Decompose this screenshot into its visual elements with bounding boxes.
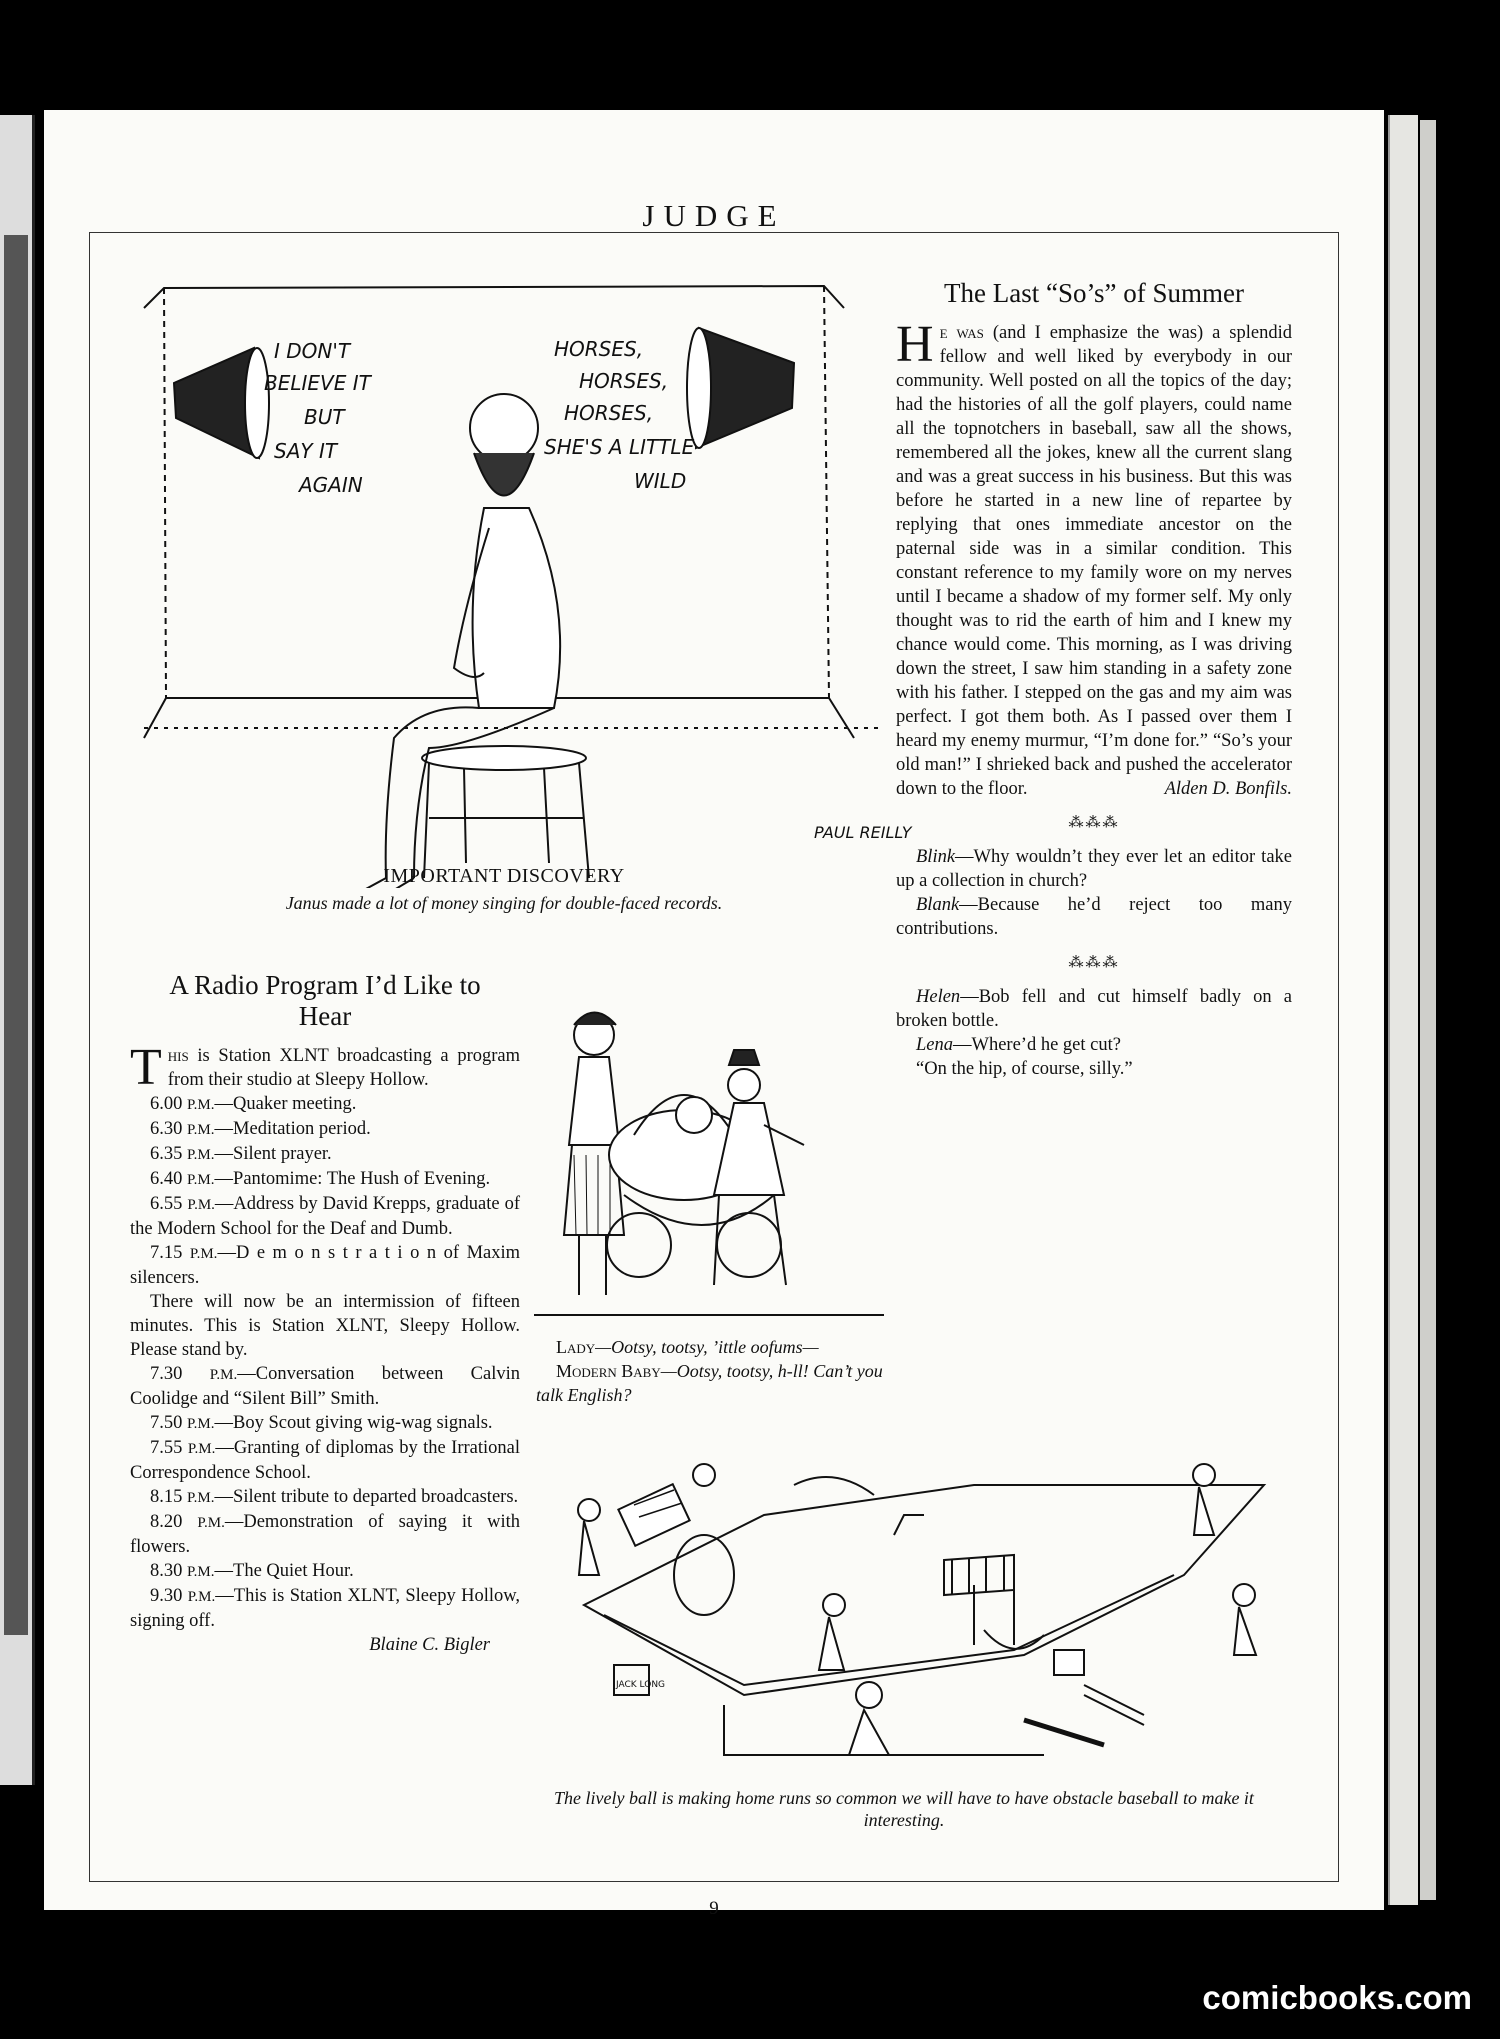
radio-dropcap: T	[130, 1039, 162, 1096]
schedule-text: This is Station XLNT, Sleepy Hollow, signing off.	[130, 1586, 521, 1631]
schedule-pm: P.M.	[197, 1515, 225, 1531]
speech-left-line: BELIEVE IT	[264, 371, 371, 395]
radio-schedule-item: 8.30 P.M.—The Quiet Hour.	[150, 1561, 354, 1581]
cartoon-dialog	[536, 1335, 891, 1407]
page-number: 9	[709, 1898, 719, 1919]
joke-line: —Because he’d reject too many contributions.	[896, 895, 1292, 939]
schedule-text: Demonstration of saying it with flowers.	[130, 1512, 520, 1557]
story-column	[896, 278, 1292, 1081]
schedule-text: Address by David Krepps, graduate of the Modern School for the Deaf and Dumb.	[130, 1194, 520, 1239]
joke-speaker: Lena	[916, 1035, 953, 1055]
schedule-text: Conversation between Calvin Coolidge and “Silent Bill” Smith.	[130, 1364, 520, 1409]
cartoon-modern-baby	[524, 995, 894, 1320]
dialog-speaker: Lady	[556, 1337, 596, 1357]
schedule-time: 8.30	[150, 1561, 183, 1581]
speech-right-line: HORSES,	[554, 337, 644, 361]
radio-schedule-item: 6.00 P.M.—Quaker meeting.	[150, 1094, 357, 1114]
schedule-time: 6.40	[150, 1169, 183, 1189]
cartoon-obstacle-baseball	[544, 1455, 1284, 1780]
adjacent-page-edge	[0, 115, 35, 1785]
speech-right-line: WILD	[634, 469, 687, 493]
radio-schedule-item: 7.30 P.M.—Conversation between Calvin Coolidge and “Silent Bill” Smith.	[130, 1364, 520, 1409]
page-stack-edge	[1388, 115, 1418, 1905]
speech-left-line: SAY IT	[274, 439, 338, 463]
joke-reply: “On the hip, of course, silly.”	[916, 1059, 1133, 1079]
schedule-text: Meditation period.	[233, 1119, 371, 1139]
schedule-time: 6.35	[150, 1144, 183, 1164]
joke-line: —Why wouldn’t they ever let an editor take up a collection in church?	[896, 847, 1292, 891]
joke-answer	[896, 1033, 1292, 1057]
schedule-pm: P.M.	[187, 1589, 216, 1605]
joke-speaker: Helen	[916, 987, 961, 1007]
masthead: JUDGE	[642, 198, 786, 233]
schedule-pm: P.M.	[187, 1490, 215, 1506]
schedule-pm: P.M.	[187, 1564, 215, 1580]
story-body: (and I emphasize the was) a splendid fellow and well liked by everybody in our community. Well posted on all the topics of the day; had the histories of all the golf players, could name all the topnotchers in baseball, saw all the shows, remembered all the jokes, knew all the current slang and was a great success in his business. But this was before he started in a new line of repartee by replying that ones immediate ancestor on the paternal side was in a similar condition. This constant reference to my family wore on my nerves until I became a shadow of my former self. My only thought was to rid the earth of him and I knew my chance would come. This morning, as I was driving down the street, I saw him standing in a safety zone with his father. I stepped on the gas and my aim was perfect. I got them both. As I passed over them I heard my enemy murmur, “I’m done for.” “So’s your old man!” I shrieked back and pushed the accelerator down to the floor.	[896, 323, 1292, 799]
radio-schedule-item: 8.20 P.M.—Demonstration of saying it with flowers.	[130, 1512, 520, 1557]
schedule-text: The Quiet Hour.	[233, 1561, 354, 1581]
schedule-text: D e m o n s t r a t i o n of Maxim silencers.	[130, 1243, 521, 1288]
watermark: comicbooks.com	[1202, 1979, 1472, 2016]
schedule-pm: P.M.	[187, 1416, 215, 1432]
radio-schedule-item: 9.30 P.M.—This is Station XLNT, Sleepy Hollow, signing off.	[130, 1586, 521, 1631]
radio-schedule-item: 6.55 P.M.—Address by David Krepps, graduate of the Modern School for the Deaf and Dumb.	[130, 1194, 520, 1239]
radio-lead: his	[167, 1046, 189, 1066]
radio-schedule-item: 6.40 P.M.—Pantomime: The Hush of Evening.	[150, 1169, 491, 1189]
section-divider: ⁂⁂⁂	[1068, 815, 1120, 831]
artist-signature: PAUL REILLY	[814, 823, 912, 842]
radio-schedule-item: 8.15 P.M.—Silent tribute to departed broadcasters.	[150, 1487, 519, 1507]
schedule-time: 7.30	[150, 1364, 183, 1384]
schedule-time: 7.15	[150, 1243, 183, 1263]
schedule-pm: P.M.	[209, 1367, 238, 1383]
radio-schedule-item: 7.50 P.M.—Boy Scout giving wig-wag signals.	[150, 1413, 493, 1433]
speech-left-line: BUT	[304, 405, 345, 429]
cartoon-caption: The lively ball is making home runs so common we will have to have obstacle baseball to make it interesting.	[554, 1788, 1254, 1830]
schedule-text: Silent tribute to departed broadcasters.	[233, 1487, 519, 1507]
page-stack-edge-inner	[1420, 120, 1436, 1900]
radio-author: Blaine C. Bigler	[369, 1635, 490, 1655]
schedule-pm: P.M.	[187, 1197, 215, 1213]
speech-right-line: SHE'S A LITTLE	[544, 435, 695, 459]
story-title: The Last “So’s” of Summer	[944, 278, 1244, 308]
joke-question	[896, 985, 1292, 1033]
schedule-time: 9.30	[150, 1586, 183, 1606]
radio-schedule-item: 7.15 P.M.—D e m o n s t r a t i o n of Maxim silencers.	[130, 1243, 521, 1288]
joke-line: —Where’d he get cut?	[953, 1035, 1121, 1055]
magazine-page	[44, 110, 1384, 1919]
cartoon-caption: Janus made a lot of money singing for double-faced records.	[285, 893, 723, 913]
speech-left-line: AGAIN	[299, 473, 363, 497]
schedule-text: Granting of diplomas by the Irrational Correspondence School.	[130, 1438, 521, 1483]
radio-schedule-item: 6.30 P.M.—Meditation period.	[150, 1119, 371, 1139]
joke-question	[896, 845, 1292, 893]
schedule-pm: P.M.	[187, 1172, 215, 1188]
radio-schedule-item: 7.55 P.M.—Granting of diplomas by the Irrational Correspondence School.	[130, 1438, 521, 1483]
radio-schedule-item: 6.35 P.M.—Silent prayer.	[150, 1144, 332, 1164]
radio-intro: is Station XLNT broadcasting a program from their studio at Sleepy Hollow.	[167, 1046, 520, 1090]
story-dropcap: H	[896, 316, 934, 373]
radio-intermission: There will now be an intermission of fifteen minutes. This is Station XLNT, Sleepy Hollow. Please stand by.	[130, 1292, 520, 1360]
joke-speaker: Blank	[916, 895, 960, 915]
cartoon-important-discovery	[124, 278, 924, 888]
radio-schedule-continued	[130, 1362, 520, 1633]
speech-right-line: HORSES,	[564, 401, 654, 425]
schedule-pm: P.M.	[187, 1122, 215, 1138]
schedule-pm: P.M.	[187, 1441, 216, 1457]
schedule-text: Boy Scout giving wig-wag signals.	[233, 1413, 493, 1433]
schedule-time: 6.55	[150, 1194, 183, 1214]
dialog-line: —Ootsy, tootsy, h-ll! Can’t you talk English?	[536, 1361, 883, 1405]
schedule-text: Pantomime: The Hush of Evening.	[233, 1169, 491, 1189]
artist-signature: JACK LONG	[616, 1680, 666, 1690]
schedule-text: Silent prayer.	[233, 1144, 332, 1164]
radio-title: A Radio Program I’d Like to Hear	[169, 970, 481, 1031]
dialog-speaker: Modern Baby	[556, 1361, 661, 1381]
joke-line: —Bob fell and cut himself badly on a broken bottle.	[896, 987, 1292, 1031]
schedule-text: Quaker meeting.	[233, 1094, 357, 1114]
schedule-time: 7.55	[150, 1438, 183, 1458]
speech-left-line: I DON'T	[274, 339, 351, 363]
story-lead: e was	[939, 323, 984, 343]
cartoon-title: IMPORTANT DISCOVERY	[383, 865, 625, 887]
schedule-pm: P.M.	[187, 1097, 215, 1113]
schedule-time: 7.50	[150, 1413, 183, 1433]
schedule-pm: P.M.	[187, 1147, 215, 1163]
speech-right-line: HORSES,	[579, 369, 669, 393]
adjacent-page-art	[4, 235, 28, 1635]
story-author: Alden D. Bonfils.	[1164, 779, 1292, 799]
radio-program-column	[130, 970, 520, 1657]
joke-answer	[896, 893, 1292, 941]
schedule-time: 6.30	[150, 1119, 183, 1139]
joke-speaker: Blink	[916, 847, 956, 867]
section-divider: ⁂⁂⁂	[1068, 955, 1120, 971]
schedule-pm: P.M.	[189, 1246, 218, 1262]
schedule-time: 6.00	[150, 1094, 183, 1114]
dialog-line: —Ootsy, tootsy, ’ittle oofums—	[595, 1337, 819, 1357]
schedule-time: 8.20	[150, 1512, 183, 1532]
radio-schedule	[130, 1092, 520, 1290]
schedule-time: 8.15	[150, 1487, 183, 1507]
